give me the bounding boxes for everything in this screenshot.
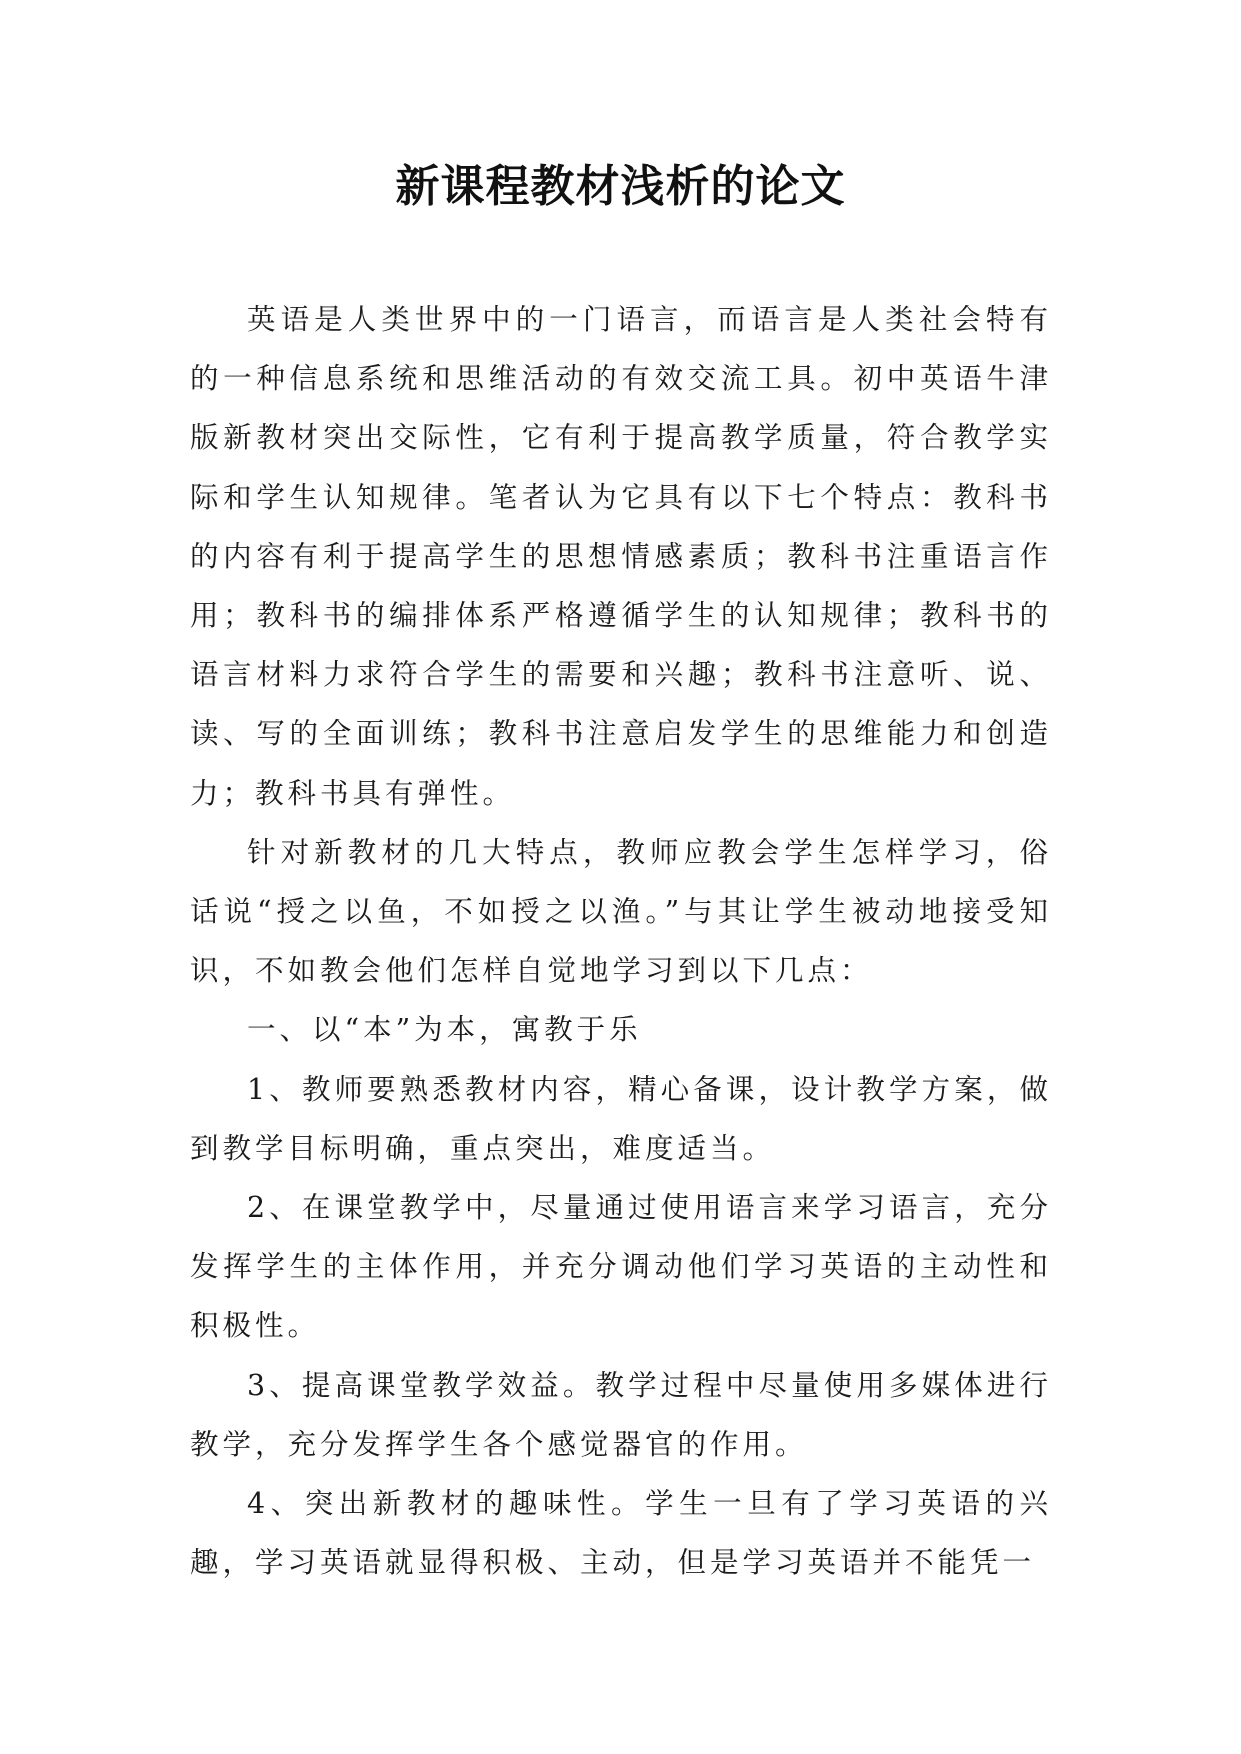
list-item-4: 4、突出新教材的趣味性。学生一旦有了学习英语的兴趣，学习英语就显得积极、主动，但是学习英语并不能凭一	[190, 1487, 1052, 1580]
paragraph-methods: 针对新教材的几大特点，教师应教会学生怎样学习，俗话说“授之以鱼，不如授之以渔。”与其让学生被动地接受知识，不如教会他们怎样自觉地学习到以下几点：	[190, 835, 1052, 988]
list-item-2: 2、在课堂教学中，尽量通过使用语言来学习语言，充分发挥学生的主体作用，并充分调动他们学习英语的主动性和积极性。	[190, 1191, 1052, 1343]
document-title: 新课程教材浅析的论文	[395, 161, 846, 212]
list-item-1: 1、教师要熟悉教材内容，精心备课，设计教学方案，做到教学目标明确，重点突出，难度适当。	[190, 1072, 1052, 1165]
list-item-3: 3、提高课堂教学效益。教学过程中尽量使用多媒体进行教学，充分发挥学生各个感觉器官的作用。	[190, 1368, 1052, 1461]
document-body	[190, 290, 1052, 1592]
paragraph-intro: 英语是人类世界中的一门语言，而语言是人类社会特有的一种信息系统和思维活动的有效交流工具。初中英语牛津版新教材突出交际性，它有利于提高教学质量，符合教学实际和学生认知规律。笔者认为它具有以下七个特点：教科书的内容有利于提高学生的思想情感素质；教科书注重语言作用；教科书的编排体系严格遵循学生的认知规律；教科书的语言材料力求符合学生的需要和兴趣；教科书注意听、说、读、写的全面训练；教科书注意启发学生的思维能力和创造力；教科书具有弹性。	[190, 303, 1052, 810]
section-heading-1: 一、以“本”为本，寓教于乐	[247, 1013, 642, 1047]
